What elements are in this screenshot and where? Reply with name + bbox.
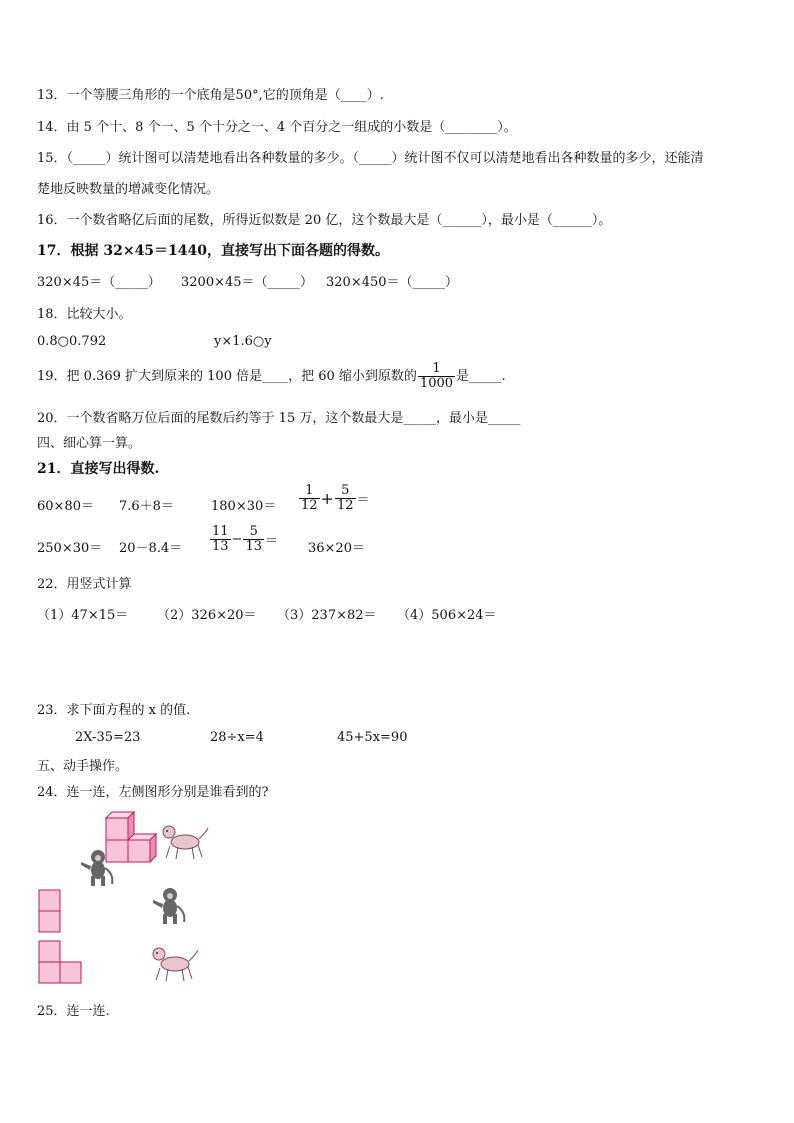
q23-item-3: 45+5x=90 <box>337 730 408 745</box>
q21-r1-frac2-num: 5 <box>341 483 350 498</box>
q21-r1-frac2-den: 12 <box>336 498 354 513</box>
section-5-title: 五、动手操作。 <box>37 759 129 774</box>
question-16: 16．一个数省略亿后面的尾数，所得近似数是 20 亿，这个数最大是（______），最小是（______）。 <box>37 213 612 228</box>
q21-r1-frac1 <box>299 484 320 513</box>
view-shape-1 <box>38 889 62 933</box>
question-22: 22．用竖式计算 <box>37 577 132 592</box>
q17-item-2: 3200×45＝（_____） <box>181 275 314 290</box>
q21-r1-frac2 <box>335 484 356 513</box>
q19-frac-num: 1 <box>432 361 441 376</box>
question-24: 24．连一连，左侧图形分别是谁看到的? <box>37 785 269 800</box>
question-23: 23．求下面方程的 x 的值. <box>37 703 191 718</box>
q21-r2-fraction-expr <box>209 525 278 554</box>
question-15-line2: 楚地反映数量的增减变化情况。 <box>37 182 220 197</box>
question-17: 17．根据 32×45＝1440，直接写出下面各题的得数。 <box>37 243 390 259</box>
q22-item-4: （4）506×24＝ <box>397 608 497 623</box>
dog-icon <box>160 822 210 862</box>
monkey-icon <box>78 848 118 888</box>
q21-r1-c: 180×30＝ <box>211 499 277 514</box>
q21-r2-a: 250×30＝ <box>37 541 103 556</box>
question-14: 14．由 5 个十、8 个一、5 个十分之一、4 个百分之一组成的小数是（________）。 <box>37 120 517 135</box>
q21-r2-frac1-den: 13 <box>212 539 229 554</box>
q22-item-2: （2）326×20＝ <box>157 608 257 623</box>
q21-r1-b: 7.6＋8＝ <box>119 499 174 514</box>
q21-r2-frac1-num: 11 <box>212 524 229 539</box>
q19-after: 是_____. <box>456 369 506 384</box>
q19-fraction <box>418 362 455 391</box>
section-4-title: 四、细心算一算。 <box>37 436 142 451</box>
monkey-option-icon <box>150 886 190 926</box>
question-19 <box>37 362 506 391</box>
q18-item-2: y×1.6○y <box>214 334 272 349</box>
question-25: 25．连一连. <box>37 1004 110 1019</box>
q21-r2-d: 36×20＝ <box>308 541 365 556</box>
question-15-line1: 15．（_____）统计图可以清楚地看出各种数量的多少。（_____）统计图不仅可以清楚地看出各种数量的多少，还能清 <box>37 151 704 166</box>
question-20: 20．一个数省略万位后面的尾数后约等于 15 万，这个数最大是_____，最小是_____ <box>37 411 521 426</box>
q21-r2-frac2 <box>243 525 264 554</box>
q21-r1-op: + <box>320 489 334 508</box>
dog-option-icon <box>150 944 200 984</box>
question-21: 21．直接写出得数. <box>37 461 160 477</box>
q22-item-1: （1）47×15＝ <box>37 608 129 623</box>
q17-item-1: 320×45＝（_____） <box>37 275 161 290</box>
question-18: 18．比较大小。 <box>37 307 132 322</box>
q21-r1-fraction-expr <box>298 484 370 513</box>
q21-r2-frac2-den: 13 <box>245 539 262 554</box>
q21-r1-frac1-num: 1 <box>305 483 314 498</box>
q21-r1-frac1-den: 12 <box>301 498 318 513</box>
q17-item-3: 320×450＝（_____） <box>326 275 459 290</box>
q21-r2-frac1 <box>210 525 231 554</box>
q18-item-1: 0.8○0.792 <box>37 334 107 349</box>
q23-item-2: 28÷x=4 <box>210 730 264 745</box>
q21-r2-frac2-num: 5 <box>249 524 258 539</box>
q21-r1-a: 60×80＝ <box>37 499 94 514</box>
q19-before: 19．把 0.369 扩大到原来的 100 倍是____，把 60 缩小到原数的 <box>37 369 417 384</box>
q21-r2-b: 20－8.4＝ <box>119 541 183 556</box>
q21-r1-eq: ＝ <box>356 493 370 508</box>
q23-item-1: 2X-35=23 <box>75 730 141 745</box>
view-shape-2 <box>38 940 84 984</box>
q22-item-3: （3）237×82＝ <box>277 608 377 623</box>
q21-r2-eq: ＝ <box>265 534 279 549</box>
q21-r2-op: − <box>231 532 243 547</box>
q19-frac-den: 1000 <box>419 376 454 391</box>
question-13: 13．一个等腰三角形的一个底角是50°,它的顶角是（____）. <box>37 88 384 103</box>
